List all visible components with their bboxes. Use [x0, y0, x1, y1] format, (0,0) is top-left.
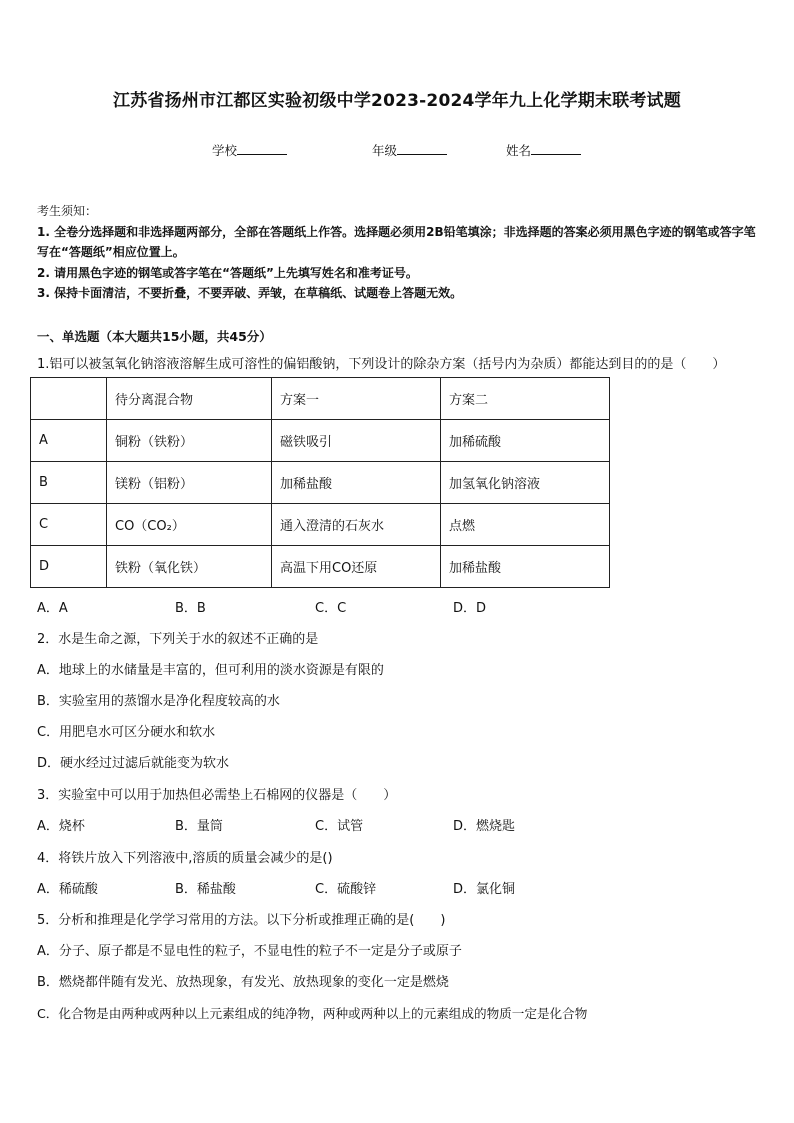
question-3-option-b: B．量筒 [175, 819, 223, 834]
question-2-option-a: A．地球上的水储量是丰富的，但可利用的淡水资源是有限的 [37, 663, 384, 678]
section-heading: 一、单选题（本大题共15小题，共45分） [37, 329, 272, 344]
table-cell: 高温下用CO还原 [272, 546, 441, 588]
exam-title: 江苏省扬州市江都区实验初级中学2023-2024学年九上化学期末联考试题 [113, 91, 681, 111]
question-5-option-c: C．化合物是由两种或两种以上元素组成的纯净物，两种或两种以上的元素组成的物质一定是化合物 [37, 1006, 588, 1021]
table-row [31, 420, 610, 462]
notice-item: 3. 保持卡面清洁，不要折叠，不要弄破、弄皱，在草稿纸、试题卷上答题无效。 [37, 286, 463, 300]
table-cell: 方案二 [441, 378, 610, 420]
table-cell [31, 378, 107, 420]
question-2-stem: 2．水是生命之源，下列关于水的叙述不正确的是 [37, 632, 319, 647]
question-1-option-d: D．D [453, 601, 487, 616]
question-4-option-b: B．稀盐酸 [175, 882, 236, 897]
table-cell: D [31, 546, 107, 588]
question-3-option-d: D．燃烧匙 [453, 819, 516, 834]
table-cell: C [31, 504, 107, 546]
grade-label: 年级 [372, 143, 398, 158]
table-cell: 镁粉（铝粉） [107, 462, 272, 504]
table-cell: 通入澄清的石灰水 [272, 504, 441, 546]
question-1-table [30, 377, 610, 588]
table-cell: 加稀盐酸 [441, 546, 610, 588]
table-cell: 铜粉（铁粉） [107, 420, 272, 462]
notice-block [37, 201, 759, 304]
grade-field [372, 141, 447, 159]
table-cell: 点燃 [441, 504, 610, 546]
question-5-option-b: B．燃烧都伴随有发光、放热现象，有发光、放热现象的变化一定是燃烧 [37, 975, 449, 990]
name-blank [531, 142, 581, 155]
table-row [31, 504, 610, 546]
name-label: 姓名 [506, 143, 532, 158]
grade-blank [397, 142, 447, 155]
question-2-option-b: B．实验室用的蒸馏水是净化程度较高的水 [37, 694, 280, 709]
question-1-option-a: A．A [37, 601, 68, 616]
question-5-stem: 5．分析和推理是化学学习常用的方法。以下分析或推理正确的是( ) [37, 913, 446, 928]
question-4-option-d: D．氯化铜 [453, 882, 516, 897]
table-cell: B [31, 462, 107, 504]
table-cell: 方案一 [272, 378, 441, 420]
question-2-option-d: D．硬水经过过滤后就能变为软水 [37, 756, 230, 771]
question-3-option-a: A．烧杯 [37, 819, 85, 834]
question-3-stem: 3．实验室中可以用于加热但必需垫上石棉网的仪器是（ ） [37, 788, 397, 803]
table-cell: CO（CO₂） [107, 504, 272, 546]
table-cell: 加氢氧化钠溶液 [441, 462, 610, 504]
question-4-option-c: C．硫酸锌 [315, 882, 377, 897]
table-header-row [31, 378, 610, 420]
table-cell: 加稀盐酸 [272, 462, 441, 504]
question-1-stem: 1.铝可以被氢氧化钠溶液溶解生成可溶性的偏铝酸钠，下列设计的除杂方案（括号内为杂质）都能达到目的的是（ ） [37, 357, 726, 372]
table-cell: 铁粉（氧化铁） [107, 546, 272, 588]
name-field [506, 141, 581, 159]
question-1-option-c: C．C [315, 601, 347, 616]
table-row [31, 462, 610, 504]
notice-item: 2. 请用黑色字迹的钢笔或答字笔在“答题纸”上先填写姓名和准考证号。 [37, 265, 418, 280]
table-cell: 待分离混合物 [107, 378, 272, 420]
school-label: 学校 [212, 143, 238, 158]
table-cell: 加稀硫酸 [441, 420, 610, 462]
table-row [31, 546, 610, 588]
question-2-option-c: C．用肥皂水可区分硬水和软水 [37, 725, 216, 740]
question-5-option-a: A．分子、原子都是不显电性的粒子，不显电性的粒子不一定是分子或原子 [37, 944, 462, 959]
table-cell: 磁铁吸引 [272, 420, 441, 462]
question-4-option-a: A．稀硫酸 [37, 882, 98, 897]
school-blank [237, 142, 287, 155]
question-1-option-b: B．B [175, 601, 206, 616]
notice-heading: 考生须知： [37, 204, 98, 218]
question-4-stem: 4．将铁片放入下列溶液中,溶质的质量会减少的是() [37, 851, 333, 866]
question-3-option-c: C．试管 [315, 819, 364, 834]
table-cell: A [31, 420, 107, 462]
notice-item: 1. 全卷分选择题和非选择题两部分，全部在答题纸上作答。选择题必须用2B铅笔填涂；非选择题的答案必须用黑色字迹的钢笔或答字笔写在“答题纸”相应位置上。 [37, 224, 756, 259]
school-field [212, 141, 287, 159]
